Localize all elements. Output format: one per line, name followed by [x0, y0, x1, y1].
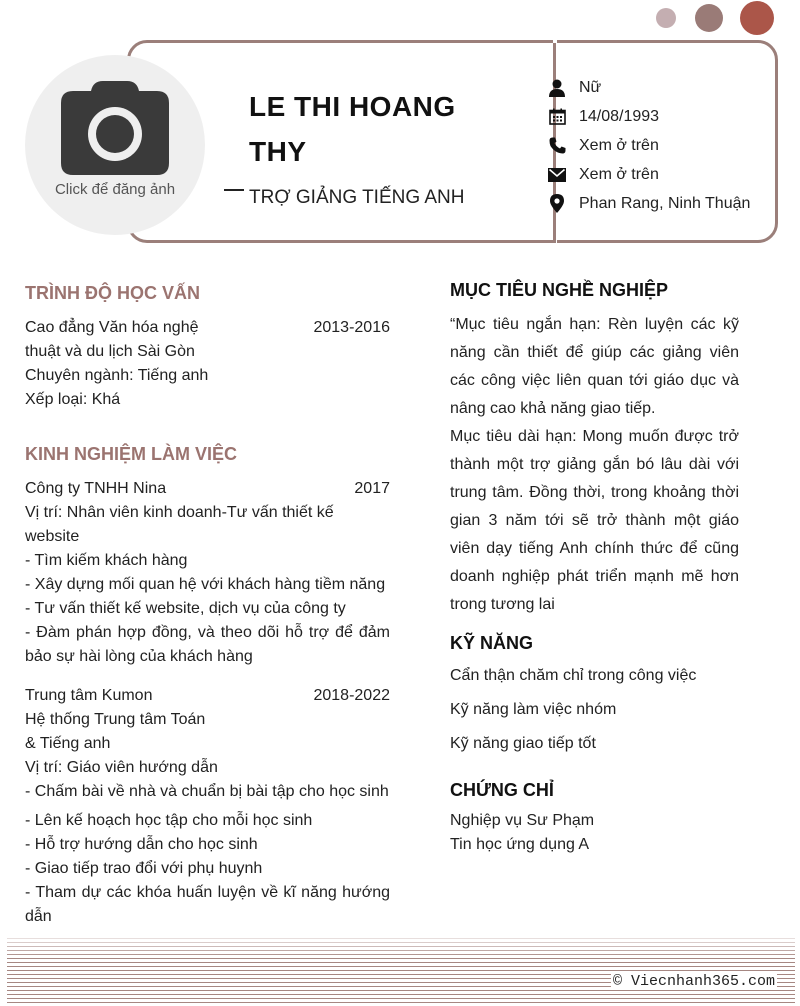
skills-list	[450, 664, 739, 756]
job-detail: - Tư vấn thiết kế website, dịch vụ của công ty	[25, 600, 346, 617]
contact-birthday	[548, 102, 750, 131]
company-year: 2017	[354, 480, 390, 497]
envelope-icon	[548, 166, 566, 184]
photo-caption: Click để đăng ảnh	[54, 181, 176, 198]
contact-list	[548, 73, 750, 218]
job-detail: Hệ thống Trung tâm Toán	[25, 711, 206, 728]
full-name: LE THI HOANG THY	[249, 91, 456, 167]
company-name: Trung tâm Kumon	[25, 687, 153, 704]
job-detail: Vị trí: Nhân viên kinh doanh-Tư vấn thiết kế website	[25, 504, 334, 545]
experience-heading: KINH NGHIỆM LÀM VIỆC	[25, 444, 238, 464]
copyright-text: © Viecnhanh365.com	[612, 973, 775, 990]
job-detail: - Giao tiếp trao đổi với phụ huynh	[25, 860, 263, 877]
contact-phone	[548, 131, 750, 160]
right-column	[450, 280, 739, 857]
certificates-heading: CHỨNG CHỈ	[450, 780, 554, 800]
email-value: Xem ở trên	[579, 165, 659, 183]
skill-item: Kỹ năng làm việc nhóm	[450, 701, 617, 718]
job-detail: - Chấm bài về nhà và chuẩn bị bài tập cho học sinh	[25, 783, 389, 800]
job-detail: - Tìm kiếm khách hàng	[25, 552, 188, 569]
objective-heading: MỤC TIÊU NGHỀ NGHIỆP	[450, 280, 669, 300]
experience-item-kumon	[25, 684, 390, 929]
job-detail: - Tham dự các khóa huấn luyện về kĩ năng hướng dẫn	[25, 884, 390, 925]
objective-long-term: Mục tiêu dài hạn: Mong muốn được trở thành một trợ giảng gắn bó lâu dài với trung tâm. Đồng thời, trong khoảng thời gian 3 năm tới sẽ trở thành một giáo viên dạy tiếng Anh chính thức để cũng doanh nghiệp phát triển mạnh mẽ hơn trong tương lai	[450, 428, 739, 613]
title-dash	[224, 189, 244, 191]
certificate-item: Tin học ứng dụng A	[450, 836, 590, 853]
phone-value: Xem ở trên	[579, 136, 659, 154]
skill-item: Kỹ năng giao tiếp tốt	[450, 735, 596, 752]
education-school: Cao đẳng Văn hóa nghệ thuật và du lịch Sài Gòn	[25, 319, 199, 360]
objective-short-term: “Mục tiêu ngắn hạn: Rèn luyện các kỹ năng cần thiết để giúp các giảng viên các công việc liên quan tới giáo dục và nâng cao khả năng giao tiếp.	[450, 316, 739, 417]
birthday-value: 14/08/1993	[579, 107, 660, 125]
job-detail: - Xây dựng mối quan hệ với khách hàng tiềm năng	[25, 576, 386, 593]
certificate-item: Nghiệp vụ Sư Phạm	[450, 812, 595, 829]
job-detail: - Hỗ trợ hướng dẫn cho học sinh	[25, 836, 258, 853]
map-pin-icon	[548, 195, 566, 213]
decor-dot-light	[656, 8, 676, 28]
person-icon	[548, 79, 566, 97]
avatar-upload[interactable]	[25, 55, 205, 235]
job-detail: - Lên kế hoạch học tập cho mỗi học sinh	[25, 812, 313, 829]
education-row	[25, 316, 390, 364]
company-year: 2018-2022	[313, 687, 390, 704]
address-value: Phan Rang, Ninh Thuận	[579, 194, 751, 212]
education-block	[25, 316, 390, 412]
skills-heading: KỸ NĂNG	[450, 633, 534, 653]
decor-dot-mid	[695, 4, 723, 32]
gender-value: Nữ	[579, 78, 602, 96]
job-detail: & Tiếng anh	[25, 735, 111, 752]
calendar-icon	[548, 108, 566, 126]
job-title: TRỢ GIẢNG TIẾNG ANH	[249, 187, 465, 208]
education-major: Chuyên ngành: Tiếng anh	[25, 367, 209, 384]
contact-address	[548, 189, 750, 218]
education-years: 2013-2016	[313, 319, 390, 336]
contact-email	[548, 160, 750, 189]
certificates-list	[450, 809, 739, 857]
job-detail: Vị trí: Giáo viên hướng dẫn	[25, 759, 218, 776]
company-name: Công ty TNHH Nina	[25, 480, 167, 497]
job-detail: - Đàm phán hợp đồng, và theo dõi hỗ trợ để đảm bảo sự hài lòng của khách hàng	[25, 624, 390, 665]
education-grade: Xếp loại: Khá	[25, 391, 121, 408]
experience-row	[25, 684, 390, 708]
left-column	[25, 283, 390, 929]
skill-item: Cẩn thận chăm chỉ trong công việc	[450, 667, 697, 684]
experience-row	[25, 477, 390, 501]
experience-item-nina	[25, 477, 390, 669]
footer-fade	[7, 938, 795, 958]
contact-gender	[548, 73, 750, 102]
decor-dot-dark	[740, 1, 774, 35]
phone-icon	[548, 137, 566, 155]
education-heading: TRÌNH ĐỘ HỌC VẤN	[25, 283, 200, 303]
camera-icon	[61, 81, 169, 175]
